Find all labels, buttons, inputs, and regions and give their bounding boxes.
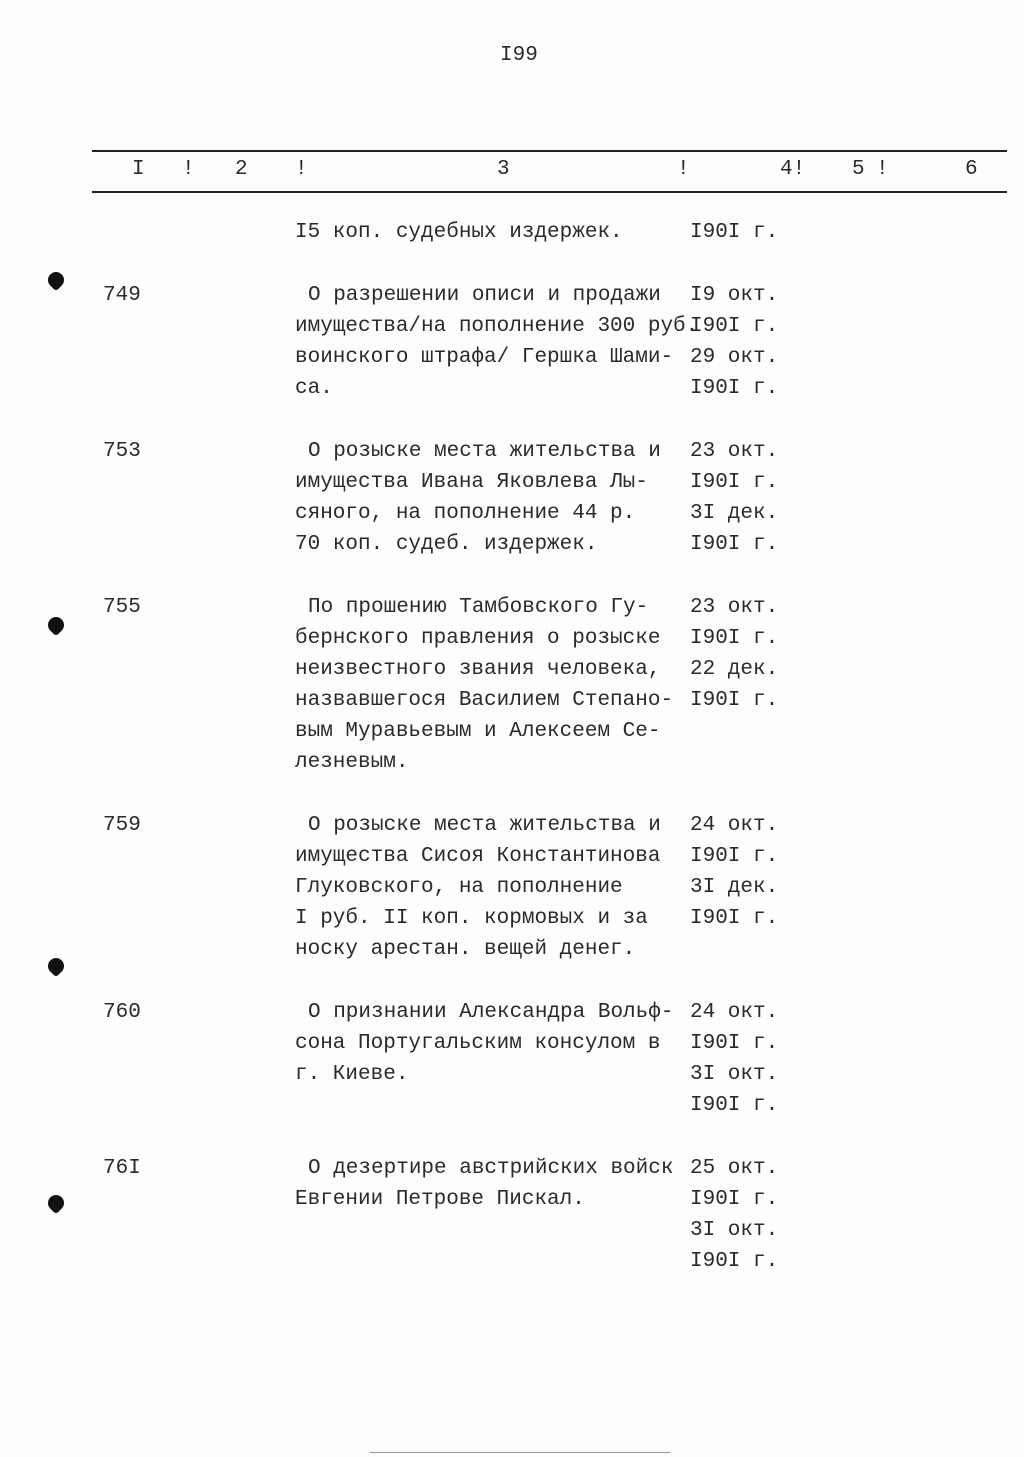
entry-date: I90I г.	[690, 907, 779, 930]
entry-line	[0, 685, 1024, 716]
entry-line	[0, 592, 1024, 623]
header-sep-1: !	[182, 158, 195, 181]
entry-line	[0, 654, 1024, 685]
entry-line	[0, 997, 1024, 1028]
header-sep-2: !	[295, 158, 308, 181]
table-row	[0, 1153, 1024, 1277]
entry-number: 753	[103, 440, 141, 463]
entry-date: 24 окт.	[690, 814, 779, 837]
entry-description: О розыске места жительства и	[308, 814, 661, 837]
entry-date: 23 окт.	[690, 440, 779, 463]
entry-description: вым Муравьевым и Алексеем Се-	[295, 720, 661, 743]
entry-description: О розыске места жительства и	[308, 440, 661, 463]
entry-date: 23 окт.	[690, 596, 779, 619]
entry-description: I руб. II коп. кормовых и за	[295, 907, 648, 930]
entry-line	[0, 217, 1024, 248]
entry-number: 760	[103, 1001, 141, 1024]
entry-line	[0, 1215, 1024, 1246]
entry-line	[0, 872, 1024, 903]
entry-date: 29 окт.	[690, 346, 779, 369]
table-row	[0, 280, 1024, 404]
entry-date: I90I г.	[690, 221, 779, 244]
entry-line	[0, 498, 1024, 529]
entry-date: I90I г.	[690, 377, 779, 400]
entry-number: 759	[103, 814, 141, 837]
header-col-6: 6	[965, 158, 978, 181]
entry-description: О дезертире австрийских войск	[308, 1157, 674, 1180]
entry-line	[0, 280, 1024, 311]
entry-description: О разрешении описи и продажи	[308, 284, 661, 307]
entry-date: I90I г.	[690, 845, 779, 868]
page-number: I99	[500, 44, 538, 67]
entry-line	[0, 1246, 1024, 1277]
entry-description: лезневым.	[295, 751, 409, 774]
header-col-5: 5	[852, 158, 865, 181]
entry-description: имущества Сисоя Константинова	[295, 845, 661, 868]
header-col-4: 4!	[780, 158, 806, 181]
table-row	[0, 810, 1024, 965]
entry-date: 3I окт.	[690, 1219, 779, 1242]
header-col-2: 2	[235, 158, 248, 181]
entry-date: I90I г.	[690, 1188, 779, 1211]
table-header	[92, 158, 1007, 184]
entry-date: 3I дек.	[690, 502, 779, 525]
entry-description: носку арестан. вещей денег.	[295, 938, 636, 961]
entry-description: I5 коп. судебных издержек.	[295, 221, 623, 244]
entry-description: г. Киеве.	[295, 1063, 409, 1086]
entry-date: 3I окт.	[690, 1063, 779, 1086]
entry-line	[0, 373, 1024, 404]
table-row	[0, 436, 1024, 560]
entry-line	[0, 934, 1024, 965]
entry-description: са.	[295, 377, 333, 400]
entry-line	[0, 841, 1024, 872]
entry-description: сяного, на пополнение 44 р.	[295, 502, 636, 525]
entry-number: 76I	[103, 1157, 141, 1180]
entry-date: I90I г.	[690, 533, 779, 556]
table-row	[0, 592, 1024, 778]
entry-description: бернского правления о розыске	[295, 627, 661, 650]
header-col-3: 3	[497, 158, 510, 181]
entry-line	[0, 623, 1024, 654]
entry-date: I90I г.	[690, 1032, 779, 1055]
entry-date: I90I г.	[690, 1250, 779, 1273]
entry-date: I90I г.	[690, 315, 779, 338]
entry-description: О признании Александра Вольф-	[308, 1001, 674, 1024]
entry-date: I90I г.	[690, 471, 779, 494]
header-col-1: I	[132, 158, 145, 181]
entry-date: I9 окт.	[690, 284, 779, 307]
entry-description: неизвестного звания человека,	[295, 658, 661, 681]
table-row	[0, 997, 1024, 1121]
entry-description: воинского штрафа/ Гершка Шами-	[295, 346, 674, 369]
entry-line	[0, 467, 1024, 498]
entry-date: I90I г.	[690, 689, 779, 712]
header-sep-5: !	[876, 158, 889, 181]
entry-description: Глуковского, на пополнение	[295, 876, 623, 899]
entry-line	[0, 1028, 1024, 1059]
entry-number: 749	[103, 284, 141, 307]
entry-description: имущества/на пополнение 300 руб.	[295, 315, 699, 338]
entry-line	[0, 436, 1024, 467]
entry-line	[0, 747, 1024, 778]
entry-description: По прошению Тамбовского Гу-	[308, 596, 649, 619]
entry-date: 3I дек.	[690, 876, 779, 899]
entry-line	[0, 810, 1024, 841]
table-top-rule	[92, 150, 1007, 152]
entry-description: назвавшегося Василием Степано-	[295, 689, 674, 712]
entry-description: сона Португальским консулом в	[295, 1032, 661, 1055]
table-header-rule	[92, 191, 1007, 193]
entry-description: имущества Ивана Яковлева Лы-	[295, 471, 648, 494]
entry-date: 24 окт.	[690, 1001, 779, 1024]
entry-date: 25 окт.	[690, 1157, 779, 1180]
entry-date: 22 дек.	[690, 658, 779, 681]
entry-number: 755	[103, 596, 141, 619]
bottom-edge-line	[370, 1452, 670, 1453]
entry-line	[0, 1184, 1024, 1215]
entry-line	[0, 903, 1024, 934]
entries-table	[0, 217, 1024, 1309]
entry-description: Евгении Петрове Пискал.	[295, 1188, 585, 1211]
entry-line	[0, 1090, 1024, 1121]
header-sep-3: !	[677, 158, 690, 181]
entry-description: 70 коп. судеб. издержек.	[295, 533, 598, 556]
table-row	[0, 217, 1024, 248]
entry-line	[0, 716, 1024, 747]
entry-line	[0, 529, 1024, 560]
entry-date: I90I г.	[690, 1094, 779, 1117]
entry-line	[0, 1153, 1024, 1184]
entry-line	[0, 1059, 1024, 1090]
entry-line	[0, 311, 1024, 342]
entry-date: I90I г.	[690, 627, 779, 650]
entry-line	[0, 342, 1024, 373]
